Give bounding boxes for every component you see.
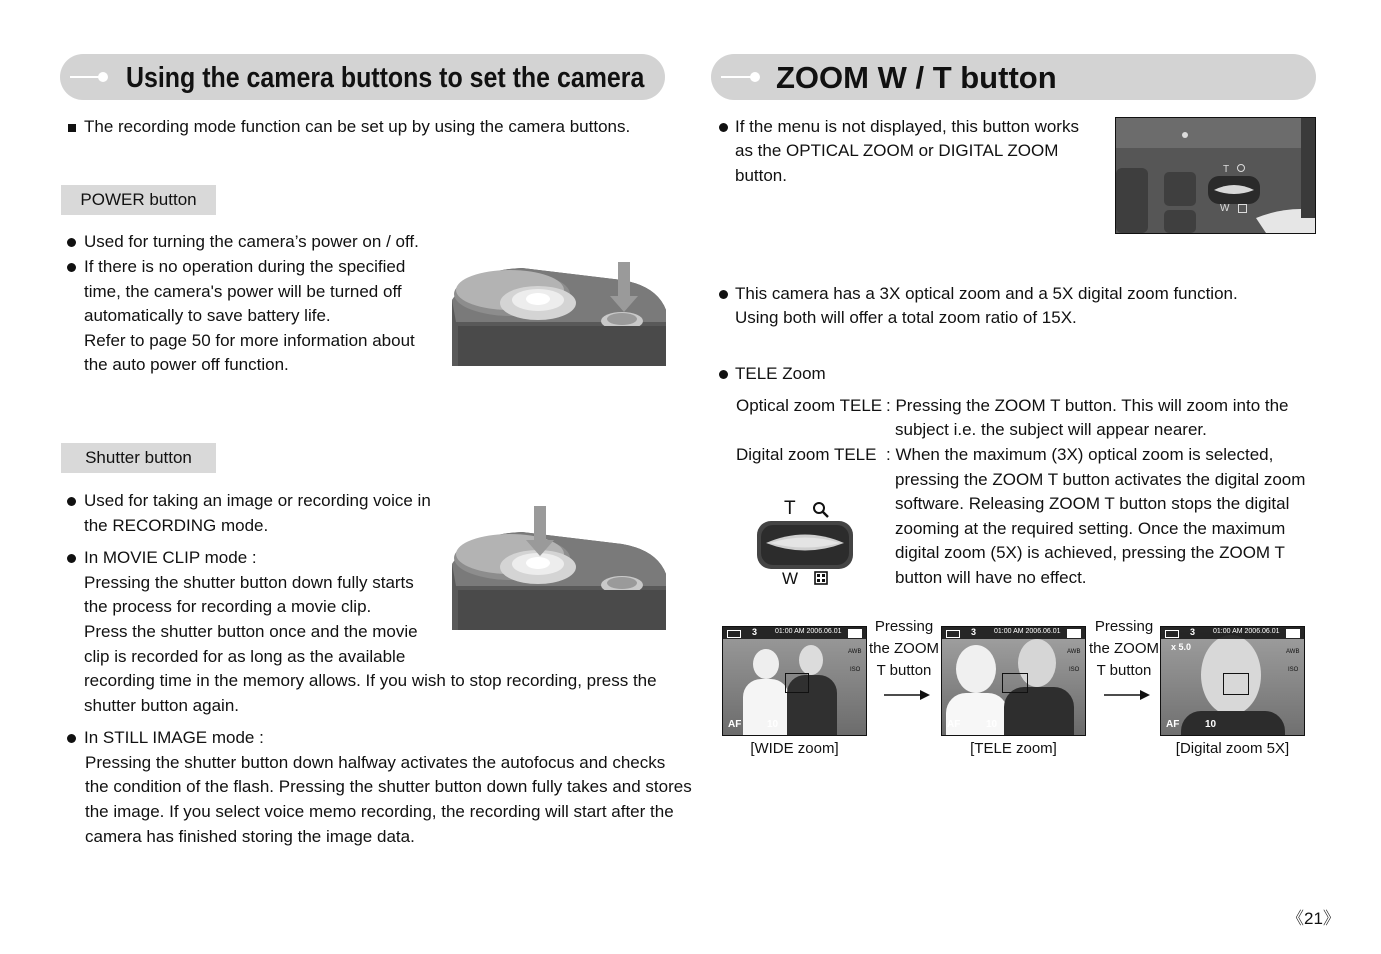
shutter-button-tag: Shutter button <box>61 443 216 473</box>
lcd-wide-zoom <box>722 626 867 736</box>
lcd-mode-icon <box>1286 629 1300 638</box>
intro-text: The recording mode function can be set up by using the camera buttons. <box>84 117 631 136</box>
caption-wide-zoom: [WIDE zoom] <box>750 740 839 757</box>
pressing-label-line-2: the ZOOM <box>1088 640 1159 657</box>
power-bullet-2-line-4: Refer to page 50 for more information about <box>84 331 415 350</box>
lcd-awb-label: AWB <box>1286 649 1300 655</box>
zoom-bullet-2-line-1: This camera has a 3X optical zoom and a 5X digital zoom function. <box>735 284 1238 303</box>
arrow-right-icon <box>884 689 930 701</box>
digital-zoom-desc-line-5: digital zoom (5X) is achieved, pressing the ZOOM T <box>895 543 1285 562</box>
shutter-bullet-3-line-4: the image. If you select voice memo recording, the recording will start after the <box>85 802 674 821</box>
shutter-bullet-2-line-4: Press the shutter button once and the movie <box>84 622 418 641</box>
focus-frame <box>1223 673 1249 695</box>
zoom-button-photo <box>1115 117 1316 234</box>
lcd-tele-zoom <box>941 626 1086 736</box>
shutter-bullet-1-line-2: the RECORDING mode. <box>84 516 269 535</box>
lcd-af-label: AF <box>728 719 742 730</box>
lcd-shot-count: 3 <box>971 627 977 637</box>
power-button-tag: POWER button <box>61 185 216 215</box>
lcd-mode-icon <box>848 629 862 638</box>
bullet-dot <box>67 263 76 272</box>
zoom-bullet-1-line-2: as the OPTICAL ZOOM or DIGITAL ZOOM <box>735 141 1059 160</box>
focus-frame <box>1002 673 1028 693</box>
shutter-bullet-2-line-7: shutter button again. <box>84 696 240 715</box>
lcd-datetime: 01:00 AM 2006.06.01 <box>994 628 1061 635</box>
digital-zoom-desc-line-3: software. Releasing ZOOM T button stops the digital <box>895 494 1290 513</box>
zoom-photo-t-label: T <box>1223 164 1230 175</box>
lcd-iso-label: ISO <box>1069 667 1080 673</box>
groom-suit <box>1181 711 1285 735</box>
bullet-dot <box>719 123 728 132</box>
shutter-bullet-3-line-1: In STILL IMAGE mode : <box>84 728 264 747</box>
zoom-rocker-switch <box>756 520 854 570</box>
power-bullet-2-line-2: time, the camera's power will be turned off <box>84 282 402 301</box>
shutter-button-illustration <box>452 504 666 630</box>
lcd-iso-label: ISO <box>850 667 861 673</box>
lcd-af-label: AF <box>1166 719 1180 730</box>
pressing-label-line-1: Pressing <box>874 618 934 635</box>
zoom-tele-magnifier-icon <box>812 501 830 519</box>
shutter-bullet-2-line-6: recording time in the memory allows. If you wish to stop recording, press the <box>84 671 657 690</box>
bride-figure <box>753 649 779 679</box>
pressing-label-line-1: Pressing <box>1094 618 1154 635</box>
lcd-battery-icon <box>1165 630 1179 638</box>
zoom-switch-diagram <box>752 496 856 588</box>
bride-figure <box>956 645 996 693</box>
tele-zoom-title: TELE Zoom <box>735 364 826 383</box>
zoom-photo-w-label: W <box>1220 203 1230 214</box>
pressing-label-1 <box>866 616 942 682</box>
groom-figure <box>799 645 823 675</box>
bullet-dot <box>719 370 728 379</box>
zoom-bullet-2-line-2: Using both will offer a total zoom ratio of 15X. <box>735 308 1077 327</box>
zoom-bullet-1-line-1: If the menu is not displayed, this button works <box>735 117 1079 136</box>
right-page-title: ZOOM W / T button <box>776 60 1057 95</box>
lcd-awb-label: AWB <box>1067 649 1081 655</box>
left-page-title: Using the camera buttons to set the camera <box>126 62 645 94</box>
digital-zoom-desc-line-4: zooming at the required setting. Once the maximum <box>895 519 1286 538</box>
zoom-photo-wide-icon <box>1238 204 1247 213</box>
optical-zoom-label: Optical zoom TELE <box>736 396 883 415</box>
bride-dress <box>743 679 789 735</box>
zoom-switch-t-label: T <box>784 498 796 519</box>
shutter-bullet-3-line-5: camera has finished storing the image data. <box>85 827 415 846</box>
lcd-size-label: 10 <box>1205 719 1217 730</box>
lcd-shot-count: 3 <box>1190 627 1196 637</box>
caption-tele-zoom: [TELE zoom] <box>970 740 1057 757</box>
lcd-datetime: 01:00 AM 2006.06.01 <box>1213 628 1280 635</box>
power-bullet-1: Used for turning the camera’s power on / off. <box>84 232 419 251</box>
lcd-awb-label: AWB <box>848 649 862 655</box>
lcd-af-label: AF <box>947 719 961 730</box>
zoom-wide-icon <box>814 571 828 585</box>
left-header-dot <box>98 72 108 82</box>
caption-digital-zoom: [Digital zoom 5X] <box>1175 740 1290 757</box>
pressing-label-line-3: T button <box>1096 662 1152 679</box>
groom-suit <box>1004 687 1074 735</box>
lcd-shot-count: 3 <box>752 627 758 637</box>
power-button-illustration <box>452 260 666 366</box>
power-bullet-2-line-5: the auto power off function. <box>84 355 289 374</box>
shutter-bullet-3-line-2: Pressing the shutter button down halfway activates the autofocus and checks <box>85 753 666 772</box>
optical-zoom-desc-line-2: subject i.e. the subject will appear nearer. <box>895 420 1207 439</box>
zoom-bullet-1-line-3: button. <box>735 166 787 185</box>
power-bullet-2-line-1: If there is no operation during the specified <box>84 257 406 276</box>
lcd-mode-icon <box>1067 629 1081 638</box>
shutter-bullet-3-line-3: the condition of the flash. Pressing the shutter button down fully takes and stores <box>85 777 692 796</box>
lcd-digital-zoom-readout: x 5.0 <box>1171 642 1192 652</box>
shutter-bullet-2-line-1: In MOVIE CLIP mode : <box>84 548 257 567</box>
lcd-size-label: 10 <box>986 719 998 730</box>
arrow-right-icon <box>1104 689 1150 701</box>
pressing-label-line-2: the ZOOM <box>868 640 939 657</box>
right-header-line <box>721 76 753 78</box>
digital-zoom-desc-line-6: button will have no effect. <box>895 568 1087 587</box>
right-header-dot <box>750 72 760 82</box>
page-number: 《21》 <box>1287 909 1340 928</box>
zoom-photo-magnifier-icon <box>1237 164 1245 172</box>
shutter-bullet-2-line-2: Pressing the shutter button down fully starts <box>84 573 414 592</box>
intro-square-bullet <box>68 124 76 132</box>
bullet-dot <box>719 290 728 299</box>
pressing-label-2 <box>1086 616 1162 682</box>
shutter-bullet-1-line-1: Used for taking an image or recording voice in <box>84 491 431 510</box>
lcd-size-label: 10 <box>767 719 779 730</box>
digital-zoom-desc-line-1: : When the maximum (3X) optical zoom is selected, <box>886 445 1274 464</box>
focus-frame <box>785 673 809 693</box>
bullet-dot <box>67 734 76 743</box>
digital-zoom-label: Digital zoom TELE <box>736 445 877 464</box>
bullet-dot <box>67 497 76 506</box>
lcd-digital-zoom <box>1160 626 1305 736</box>
lcd-iso-label: ISO <box>1288 667 1299 673</box>
bullet-dot <box>67 238 76 247</box>
power-bullet-2-line-3: automatically to save battery life. <box>84 306 331 325</box>
optical-zoom-desc-line-1: : Pressing the ZOOM T button. This will zoom into the <box>886 396 1289 415</box>
pressing-label-line-3: T button <box>876 662 932 679</box>
lcd-battery-icon <box>946 630 960 638</box>
lcd-datetime: 01:00 AM 2006.06.01 <box>775 628 842 635</box>
zoom-switch-w-label: W <box>782 569 799 588</box>
shutter-bullet-2-line-3: the process for recording a movie clip. <box>84 597 372 616</box>
digital-zoom-desc-line-2: pressing the ZOOM T button activates the digital zoom <box>895 470 1306 489</box>
bullet-dot <box>67 554 76 563</box>
lcd-battery-icon <box>727 630 741 638</box>
shutter-bullet-2-line-5: clip is recorded for as long as the available <box>84 647 406 666</box>
